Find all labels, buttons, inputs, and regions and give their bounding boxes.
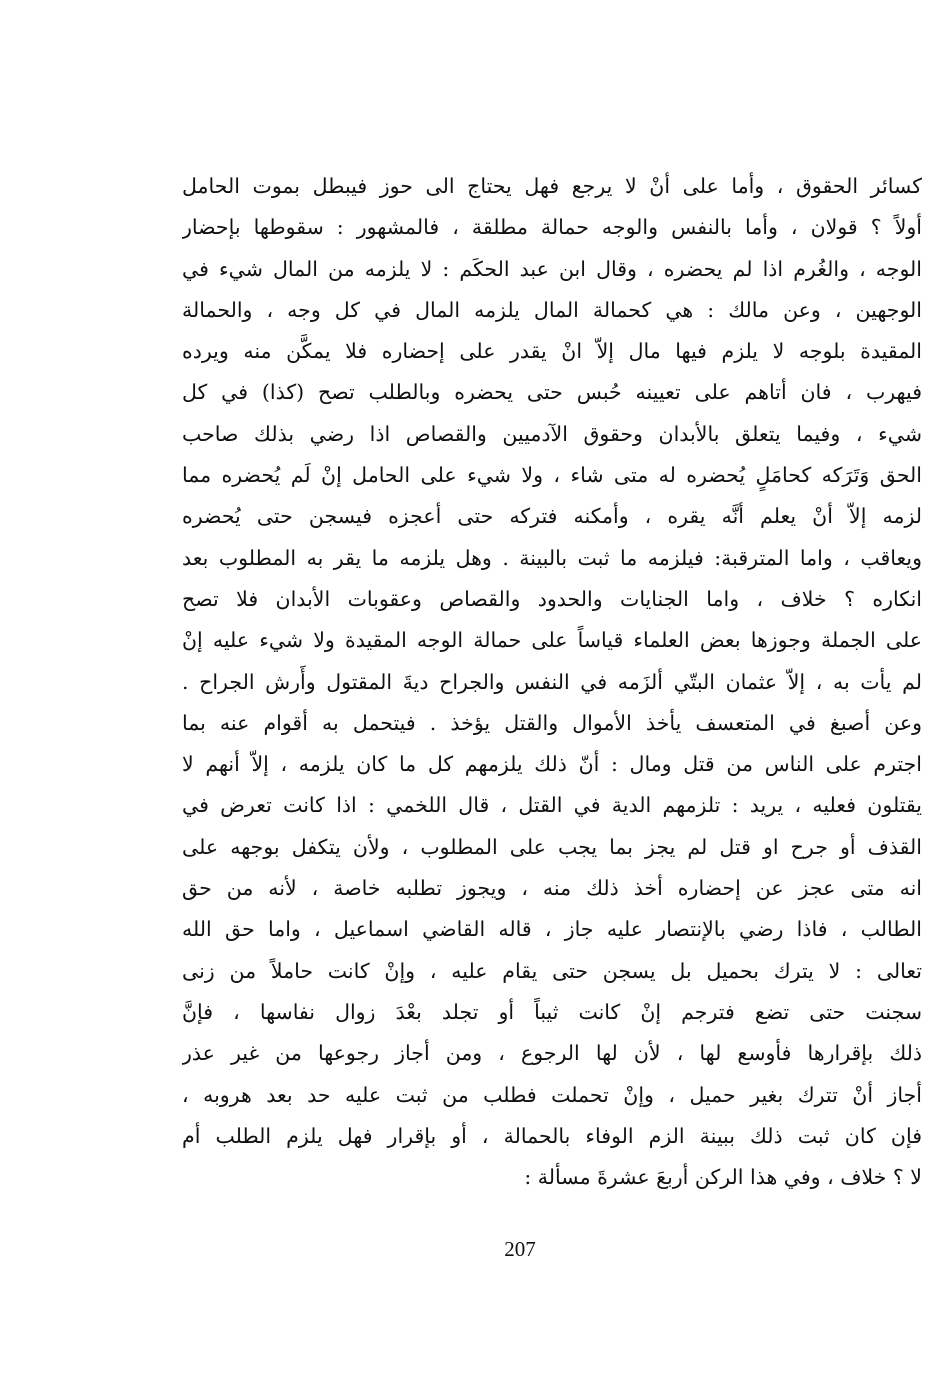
text-line: لم يأت به ، إلاّ عثمان البتّي ألزَمه في النفس والجراح ديةَ المقتول وأَرش الجراح .: [182, 669, 922, 694]
text-line: فيهرب ، فان أتاهم على تعيينه حُبس حتى يحضره وبالطلب تصح (كذا) في كل: [182, 380, 922, 405]
text-line: المقيدة بلوجه لا يلزم فيها مال إلاّ انْ يقدر على إحضاره فلا يمكَّن منه ويرده: [182, 339, 922, 364]
text-line: سجنت حتى تضع فترجم إنْ كانت ثيباً أو تجلد بعْدَ زوال نفاسها ، فإنَّ: [182, 999, 922, 1024]
text-line: كسائر الحقوق ، وأما على أنْ لا يرجع فهل يحتاج الى حوز فيبطل بموت الحامل: [182, 174, 922, 198]
text-line: الحق وَتَرَكه كحامَلٍ يُحضره له متى شاء ، ولا شيء على الحامل إنْ لَم يُحضره مما: [182, 463, 922, 488]
text-line: ويعاقب ، واما المترقبة: فيلزمه ما ثبت بالبينة . وهل يلزمه ما يقر به المطلوب بعد: [182, 545, 922, 570]
text-line: انكاره ؟ خلاف ، واما الجنايات والحدود والقصاص وعقوبات الأبدان فلا تصح: [182, 586, 922, 611]
text-line: الوجه ، والغُرم اذا لم يحضره ، وقال ابن عبد الحكَم : لا يلزمه من المال شيء في: [182, 256, 922, 281]
text-line: القذف أو جرح او قتل لم يجز بما يجب على المطلوب ، ولأن يتكفل بوجهه على: [182, 834, 922, 859]
text-line: انه متى عجز عن إحضاره أخذ ذلك منه ، ويجوز تطلبه خاصة ، لأنه من حق: [182, 876, 922, 901]
text-line: الطالب ، فاذا رضي بالإنتصار عليه جاز ، قاله القاضي اسماعيل ، واما حق الله: [182, 917, 922, 942]
body-text: [182, 166, 922, 1198]
text-line: تعالى : لا يترك بحميل بل يسجن حتى يقام عليه ، وإنْ كانت حاملاً من زنى: [182, 958, 922, 983]
text-line: شيء ، وفيما يتعلق بالأبدان وحقوق الآدميين والقصاص اذا رضي بذلك صاحب: [182, 421, 922, 446]
page-number: 207: [504, 1237, 536, 1261]
text-line: أولاً ؟ قولان ، وأما بالنفس والوجه حمالة مطلقة ، فالمشهور : سقوطها بإحضار: [182, 215, 922, 240]
text-line: ذلك بإقرارها فأوسع لها ، لأن لها الرجوع ، ومن أجاز رجوعها من غير عذر: [182, 1041, 922, 1066]
text-line: لا ؟ خلاف ، وفي هذا الركن أربعَ عشرةَ مسألة :: [524, 1165, 922, 1190]
text-line: يقتلون فعليه ، يريد : تلزمهم الدية في القتل ، قال اللخمي : اذا كانت تعرض في: [182, 793, 922, 818]
text-line: الوجهين ، وعن مالك : هي كحمالة المال يلزمه المال في كل وجه ، والحمالة: [182, 297, 922, 322]
text-line: أجاز أنْ تترك بغير حميل ، وإنْ تحملت فطلب من ثبت عليه حد بعد هروبه ،: [182, 1082, 922, 1107]
text-line: وعن أصبغ في المتعسف يأخذ الأموال والقتل يؤخذ . فيتحمل به أقوام عنه بما: [182, 710, 922, 735]
text-line: فإن كان ثبت ذلك ببينة الزم الوفاء بالحمالة ، أو بإقرار فهل يلزم الطلب أم: [182, 1123, 922, 1148]
text-line: لزمه إلاّ أنْ يعلم أنَّه يقره ، وأمكنه فتركه حتى أعجزه فيسجن حتى يُحضره: [182, 504, 922, 529]
text-line: اجترم على الناس من قتل ومال : أنّ ذلك يلزمهم كل ما كان يلزمه ، إلاّ أنهم لا: [182, 752, 922, 777]
text-line: على الجملة وجوزها بعض العلماء قياساً على حمالة الوجه المقيدة ولا شيء عليه إنْ: [182, 628, 922, 653]
